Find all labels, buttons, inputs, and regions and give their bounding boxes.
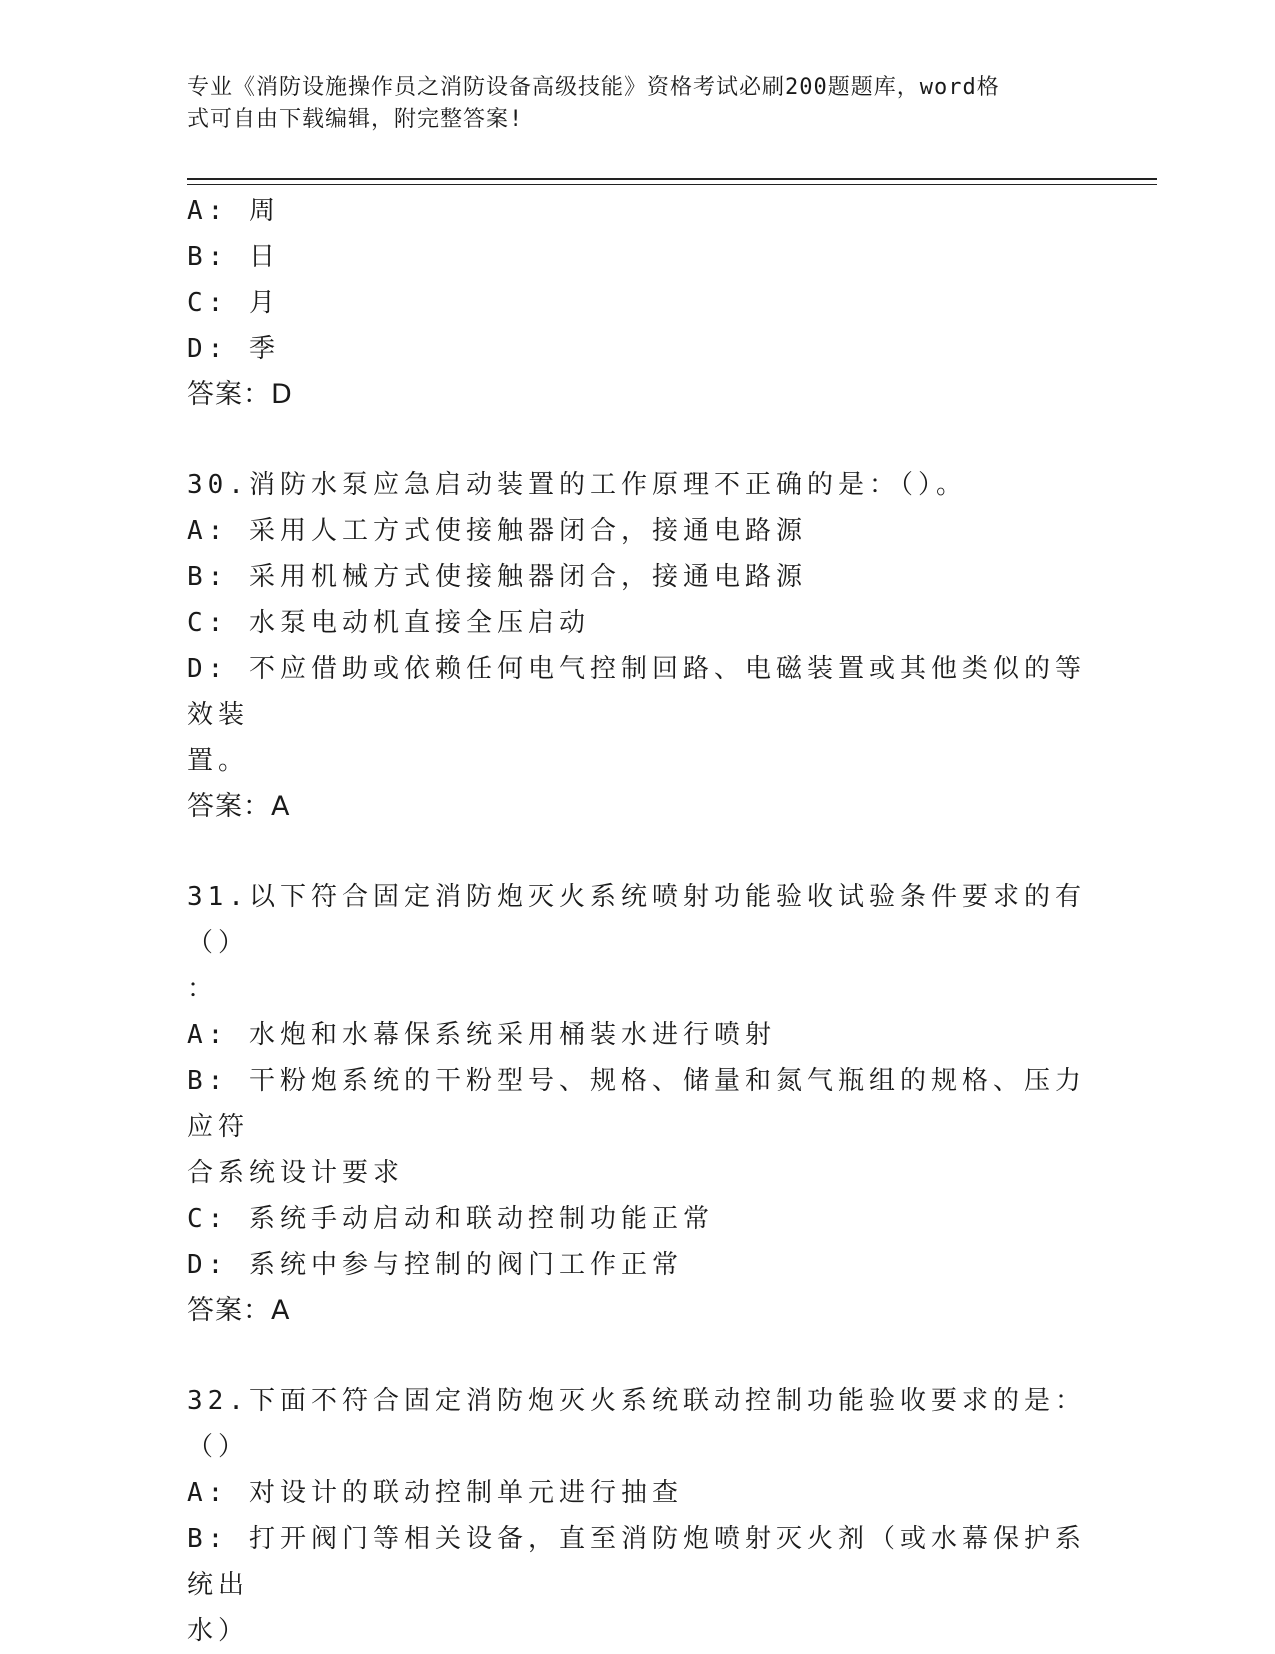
option-b: B: 打开阀门等相关设备，直至消防炮喷射灭火剂（或水幕保护系统出: [187, 1524, 1086, 1600]
option-d: D: 系统中参与控制的阀门工作正常: [187, 1250, 683, 1280]
question-30-block: [187, 462, 1087, 830]
option-d: D: 季: [187, 334, 280, 364]
answer: 答案：D: [187, 379, 293, 410]
question-29-block: [187, 188, 1087, 418]
option-a: A: 对设计的联动控制单元进行抽查: [187, 1478, 683, 1508]
question-text-continued: ：: [187, 974, 219, 1004]
option-b: B: 日: [187, 242, 280, 272]
option-c: C: 水泵电动机直接全压启动: [187, 608, 590, 638]
question-text: 30.消防水泵应急启动装置的工作原理不正确的是：（）。: [187, 470, 967, 500]
option-b-continued: 水）: [187, 1616, 250, 1646]
option-a: A: 水炮和水幕保系统采用桶装水进行喷射: [187, 1020, 776, 1050]
question-31-block: [187, 874, 1087, 1334]
header-divider-thick: [187, 178, 1157, 180]
option-c: C: 系统手动启动和联动控制功能正常: [187, 1204, 714, 1234]
option-d: D: 不应借助或依赖任何电气控制回路、电磁装置或其他类似的等效装: [187, 654, 1086, 730]
option-a: A: 周: [187, 196, 280, 226]
answer: 答案：A: [187, 791, 291, 822]
option-d-continued: 置。: [187, 746, 250, 776]
option-b-continued: 合系统设计要求: [187, 1158, 405, 1188]
document-header: [187, 72, 1067, 136]
question-list: [187, 188, 1087, 1654]
question-text: 32.下面不符合固定消防炮灭火系统联动控制功能验收要求的是：（）: [187, 1386, 1086, 1462]
option-b: B: 采用机械方式使接触器闭合，接通电路源: [187, 562, 807, 592]
header-divider-thin: [187, 184, 1157, 185]
option-a: A: 采用人工方式使接触器闭合，接通电路源: [187, 516, 807, 546]
question-32-block: [187, 1378, 1087, 1654]
question-text: 31.以下符合固定消防炮灭火系统喷射功能验收试验条件要求的有（）: [187, 882, 1086, 958]
header-line-1: 专业《消防设施操作员之消防设备高级技能》资格考试必刷200题题库，word格: [187, 75, 1000, 100]
answer: 答案：A: [187, 1295, 291, 1326]
header-line-2: 式可自由下载编辑，附完整答案!: [187, 107, 524, 132]
option-b: B: 干粉炮系统的干粉型号、规格、储量和氮气瓶组的规格、压力应符: [187, 1066, 1086, 1142]
option-c: C: 月: [187, 288, 280, 318]
